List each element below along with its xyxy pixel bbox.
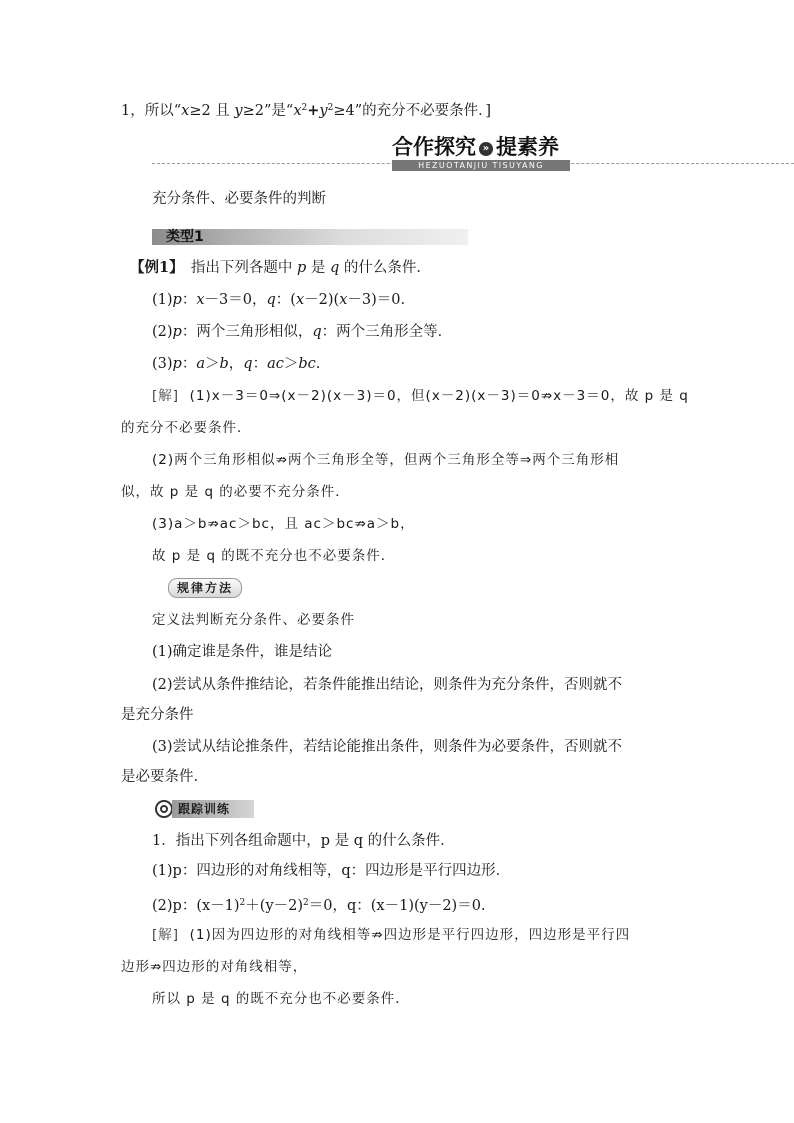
item-number: (3): [152, 356, 173, 372]
text-segment: ＋(y－2): [245, 898, 304, 914]
tracking-label: 跟踪训练: [172, 800, 254, 818]
var-bc: bc: [298, 356, 316, 372]
var-a: a: [196, 356, 205, 372]
text-segment: －3)＝0.: [347, 292, 406, 308]
solution-line-3b: 故 p 是 q 的既不充分也不必要条件．: [152, 548, 396, 564]
var-y: y: [234, 103, 243, 119]
exercise-solution-1b: 边形⇏四边形的对角线相等，: [121, 959, 308, 975]
section-banner-title: [392, 131, 559, 161]
text-segment: ：两个三角形全等．: [321, 324, 453, 340]
var-p: p: [172, 292, 182, 308]
method-line-2b: 是充分条件: [121, 707, 194, 723]
example-prompt: [130, 258, 431, 278]
var-x: x: [339, 292, 348, 308]
var-q: q: [312, 324, 322, 340]
text-segment: ：: [181, 356, 197, 372]
text-segment: .: [315, 356, 321, 372]
text-segment: 指出下列各题中: [176, 260, 297, 276]
example-item-1: [152, 290, 405, 310]
var-x: x: [181, 103, 190, 119]
example-tag: 【例1】: [130, 259, 177, 276]
continuation-line: [121, 98, 491, 121]
text-segment: ≥2”是“: [242, 103, 294, 119]
solution-tag: [解]: [152, 388, 180, 404]
method-line-2: (2)尝试从条件推结论，若条件能推出结论，则条件为充分条件，否则就不: [152, 677, 623, 693]
section-heading: 充分条件、必要条件的判断: [152, 191, 326, 207]
var-p: p: [172, 324, 182, 340]
solution-line-2: (2)两个三角形相似⇏两个三角形全等，但两个三角形全等⇒两个三角形相: [152, 452, 620, 468]
text-segment: (: [290, 292, 296, 308]
text-segment: ：: [181, 292, 197, 308]
text-segment: (2)p：(x－1): [152, 898, 240, 914]
var-q: q: [243, 356, 253, 372]
method-title: 定义法判断充分条件、必要条件: [152, 612, 355, 628]
solution-text: (1)x－3＝0⇒(x－2)(x－3)＝0，但(x－2)(x－3)＝0⇏x－3＝0，故 p 是 q: [189, 388, 689, 404]
solution-line-3: (3)a＞b⇏ac＞bc，且 ac＞bc⇏a＞b，: [152, 516, 415, 532]
text-segment: 的什么条件．: [339, 260, 431, 276]
text-segment: ：: [252, 356, 268, 372]
var-b: b: [219, 356, 229, 372]
method-tag: 规律方法: [168, 578, 242, 598]
type-label-bar: [152, 229, 468, 245]
exponent: 2: [327, 103, 334, 113]
method-line-3: (3)尝试从结论推条件，若结论能推出条件，则条件为必要条件，否则就不: [152, 739, 623, 755]
exercise-prompt: 1．指出下列各组命题中，p 是 q 的什么条件．: [152, 833, 455, 849]
solution-line-1: [152, 386, 689, 406]
banner-subtitle: HEZUOTANJIU TISUYANG: [392, 160, 570, 171]
type-label: 类型1: [166, 229, 204, 245]
exponent: 2: [303, 898, 309, 908]
method-line-3b: 是必要条件.: [121, 769, 199, 785]
var-x: x: [293, 103, 302, 119]
text-segment: ：: [275, 292, 291, 308]
solution-line-1b: 的充分不必要条件．: [121, 420, 252, 436]
text-segment: ≥4”的充分不必要条件．]: [333, 103, 492, 119]
text-segment: ＞: [205, 356, 220, 372]
var-p: p: [172, 356, 182, 372]
text-segment: ≥2 且: [189, 103, 235, 119]
example-item-3: [152, 354, 320, 374]
method-line-1: (1)确定谁是条件，谁是结论: [152, 644, 333, 660]
target-icon: [155, 800, 173, 818]
exercise-item-1: (1)p：四边形的对角线相等，q：四边形是平行四边形．: [152, 863, 511, 879]
var-ac: ac: [267, 356, 284, 372]
exponent: 2: [301, 103, 308, 113]
text-segment: －2)(: [304, 292, 340, 308]
var-y: y: [319, 103, 328, 119]
exercise-item-2: [152, 893, 486, 916]
plus-sign: +: [307, 102, 320, 119]
var-x: x: [196, 292, 205, 308]
banner-title-left: 合作探究: [392, 135, 476, 159]
example-item-2: [152, 322, 452, 342]
solution-line-2b: 似，故 p 是 q 的必要不充分条件．: [121, 484, 350, 500]
text-segment: －3＝0，: [204, 292, 267, 308]
var-q: q: [329, 260, 340, 276]
chevron-right-icon: »: [479, 142, 493, 156]
var-q: q: [266, 292, 276, 308]
item-number: (1): [152, 292, 173, 308]
text-segment: ＞: [283, 356, 299, 372]
exponent: 2: [239, 898, 246, 908]
exercise-solution-1c: 所以 p 是 q 的既不充分也不必要条件．: [152, 991, 410, 1007]
text-segment: ：两个三角形相似，: [181, 324, 313, 340]
var-p: p: [296, 260, 307, 276]
item-number: (2): [152, 324, 173, 340]
text-segment: 是: [306, 260, 330, 276]
var-x: x: [295, 292, 305, 308]
solution-text: (1)因为四边形的对角线相等⇏四边形是平行四边形，四边形是平行四: [189, 927, 631, 943]
banner-title-right: 提素养: [496, 135, 559, 159]
text-segment: ，: [228, 356, 244, 372]
solution-tag: [解]: [152, 927, 180, 943]
exercise-solution-1: [152, 925, 630, 945]
text-segment: 1，所以“: [121, 103, 182, 119]
text-segment: ＝0，q：(x－1)(y－2)＝0.: [308, 898, 486, 914]
